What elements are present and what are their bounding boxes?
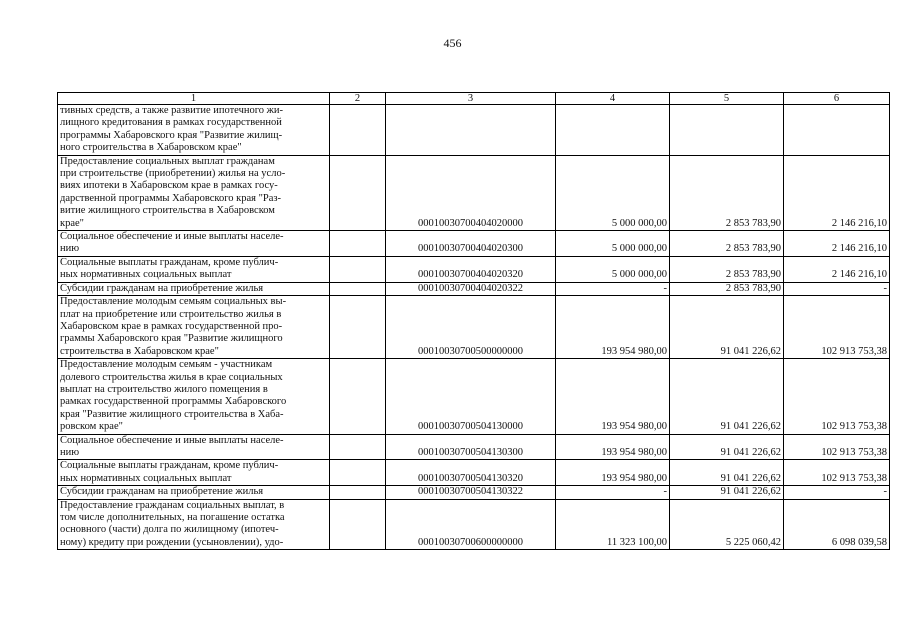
row-code-cell: 00010030700504130322 — [386, 486, 556, 499]
row-value6-cell: 102 913 753,38 — [784, 460, 890, 486]
row-col2-cell — [330, 296, 386, 359]
row-col2-cell — [330, 359, 386, 434]
row-name-cell: Предоставление молодым семьям - участникам долевого строительства жилья в крае социальных выплат на строительство жилого помещения в рамках государственной программы Хабаровского края "Развитие жилищного строительства в Хаба- ровском крае" — [58, 359, 330, 434]
table-row — [58, 359, 890, 434]
table-row — [58, 256, 890, 282]
row-value6-cell: 2 146 216,10 — [784, 155, 890, 230]
table-header-row — [58, 93, 890, 105]
row-col2-cell — [330, 499, 386, 550]
row-value5-cell: 5 225 060,42 — [670, 499, 784, 550]
row-value6-cell: 2 146 216,10 — [784, 231, 890, 257]
row-name-cell: Социальные выплаты гражданам, кроме публич- ных нормативных социальных выплат — [58, 256, 330, 282]
table-row — [58, 155, 890, 230]
row-name-cell: Социальные выплаты гражданам, кроме публич- ных нормативных социальных выплат — [58, 460, 330, 486]
row-value5-cell: 91 041 226,62 — [670, 460, 784, 486]
table-row — [58, 460, 890, 486]
row-col2-cell — [330, 256, 386, 282]
table-row — [58, 499, 890, 550]
row-value4-cell: 193 954 980,00 — [556, 359, 670, 434]
row-value4-cell: - — [556, 486, 670, 499]
column-header-3: 3 — [386, 93, 556, 105]
row-value6-cell: 6 098 039,58 — [784, 499, 890, 550]
column-header-2: 2 — [330, 93, 386, 105]
row-code-cell: 00010030700504130320 — [386, 460, 556, 486]
row-code-cell — [386, 105, 556, 156]
row-value4-cell: 193 954 980,00 — [556, 434, 670, 460]
row-value5-cell: 2 853 783,90 — [670, 231, 784, 257]
row-code-cell: 00010030700404020320 — [386, 256, 556, 282]
row-name-cell: тивных средств, а также развитие ипотечного жи- лищного кредитования в рамках государственной программы Хабаровского края "Развитие жилищ- ного строительства в Хабаровском крае" — [58, 105, 330, 156]
table-row — [58, 434, 890, 460]
row-col2-cell — [330, 155, 386, 230]
row-name-cell: Социальное обеспечение и иные выплаты населе- нию — [58, 434, 330, 460]
row-value5-cell — [670, 105, 784, 156]
row-col2-cell — [330, 460, 386, 486]
row-value6-cell: 102 913 753,38 — [784, 434, 890, 460]
row-name-cell: Предоставление социальных выплат гражданам при строительстве (приобретении) жилья на усло- виях ипотеки в Хабаровском крае в рамках госу- дарственной программы Хабаровского края "Раз- витие жилищного строительства в Хабаровском крае" — [58, 155, 330, 230]
row-value6-cell: - — [784, 282, 890, 295]
row-value5-cell: 2 853 783,90 — [670, 155, 784, 230]
page-number: 456 — [443, 36, 462, 50]
table-body — [58, 105, 890, 550]
row-code-cell: 00010030700404020322 — [386, 282, 556, 295]
row-value5-cell: 91 041 226,62 — [670, 486, 784, 499]
row-value4-cell: 5 000 000,00 — [556, 231, 670, 257]
row-value6-cell: 102 913 753,38 — [784, 359, 890, 434]
row-value6-cell: - — [784, 486, 890, 499]
row-name-cell: Предоставление молодым семьям социальных вы- плат на приобретение или строительство жилья в Хабаровском крае в рамках государственной про- граммы Хабаровского края "Развитие жилищного строительства в Хабаровском крае" — [58, 296, 330, 359]
row-code-cell: 00010030700404020300 — [386, 231, 556, 257]
table-row — [58, 231, 890, 257]
column-header-1: 1 — [58, 93, 330, 105]
column-header-5: 5 — [670, 93, 784, 105]
row-col2-cell — [330, 486, 386, 499]
row-name-cell: Предоставление гражданам социальных выплат, в том числе дополнительных, на погашение остатка основного (части) долга по жилищному (ипотеч- ному) кредиту при рождении (усыновлении), удо- — [58, 499, 330, 550]
table-row — [58, 105, 890, 156]
row-name-cell: Социальное обеспечение и иные выплаты населе- нию — [58, 231, 330, 257]
row-value6-cell — [784, 105, 890, 156]
row-value6-cell: 2 146 216,10 — [784, 256, 890, 282]
row-col2-cell — [330, 105, 386, 156]
row-value4-cell: 193 954 980,00 — [556, 296, 670, 359]
row-value4-cell: 5 000 000,00 — [556, 256, 670, 282]
table-row — [58, 282, 890, 295]
row-value4-cell: 5 000 000,00 — [556, 155, 670, 230]
row-value5-cell: 91 041 226,62 — [670, 434, 784, 460]
column-header-6: 6 — [784, 93, 890, 105]
row-code-cell: 00010030700600000000 — [386, 499, 556, 550]
row-value4-cell — [556, 105, 670, 156]
row-col2-cell — [330, 282, 386, 295]
row-value5-cell: 91 041 226,62 — [670, 359, 784, 434]
row-col2-cell — [330, 231, 386, 257]
table-row — [58, 486, 890, 499]
row-value4-cell: 193 954 980,00 — [556, 460, 670, 486]
budget-table — [57, 92, 890, 550]
row-value4-cell: 11 323 100,00 — [556, 499, 670, 550]
row-value5-cell: 2 853 783,90 — [670, 256, 784, 282]
row-col2-cell — [330, 434, 386, 460]
row-value6-cell: 102 913 753,38 — [784, 296, 890, 359]
row-code-cell: 00010030700504130300 — [386, 434, 556, 460]
table-row — [58, 296, 890, 359]
row-value4-cell: - — [556, 282, 670, 295]
row-value5-cell: 2 853 783,90 — [670, 282, 784, 295]
row-code-cell: 00010030700500000000 — [386, 296, 556, 359]
column-header-4: 4 — [556, 93, 670, 105]
row-code-cell: 00010030700504130000 — [386, 359, 556, 434]
row-code-cell: 00010030700404020000 — [386, 155, 556, 230]
row-name-cell: Субсидии гражданам на приобретение жилья — [58, 282, 330, 295]
row-name-cell: Субсидии гражданам на приобретение жилья — [58, 486, 330, 499]
row-value5-cell: 91 041 226,62 — [670, 296, 784, 359]
